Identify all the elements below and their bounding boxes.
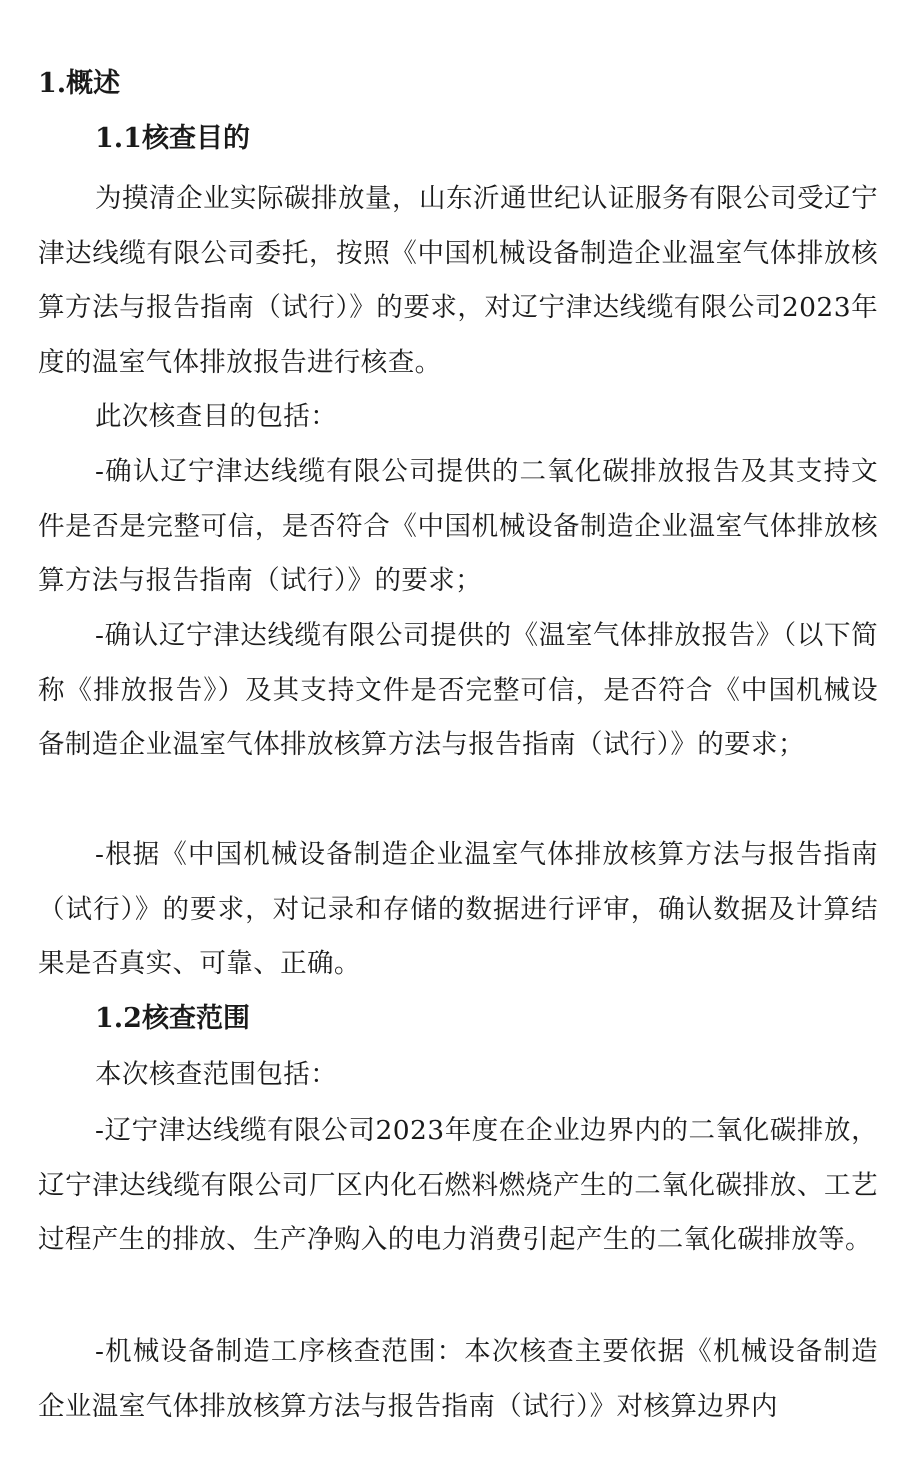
- purpose-item-3: -根据《中国机械设备制造企业温室气体排放核算方法与报告指南（试行）》的要求，对记录和存储的数据进行评审，确认数据及计算结果是否真实、可靠、正确。: [38, 839, 878, 980]
- scope-item-1: -辽宁津达线缆有限公司2023年度在企业边界内的二氧化碳排放，辽宁津达线缆有限公司厂区内化石燃料燃烧产生的二氧化碳排放、工艺过程产生的排放、生产净购入的电力消费引起产生的二氧化碳排放等。: [38, 1115, 878, 1256]
- section-heading-purpose: 1.1核查目的: [95, 123, 250, 154]
- section-heading-scope: 1.2核查范围: [95, 1003, 250, 1034]
- purpose-lead-text: 此次核查目的包括：: [95, 401, 338, 432]
- purpose-intro-paragraph: 为摸清企业实际碳排放量，山东沂通世纪认证服务有限公司受辽宁津达线缆有限公司委托，按照《中国机械设备制造企业温室气体排放核算方法与报告指南（试行）》的要求，对辽宁津达线缆有限公司2023年度的温室气体排放报告进行核查。: [38, 183, 878, 378]
- scope-item-2: -机械设备制造工序核查范围：本次核查主要依据《机械设备制造企业温室气体排放核算方法与报告指南（试行）》对核算边界内: [38, 1336, 878, 1422]
- section-heading-overview: 1.概述: [38, 68, 121, 99]
- purpose-item-2: -确认辽宁津达线缆有限公司提供的《温室气体排放报告》（以下简称《排放报告》）及其支持文件是否完整可信，是否符合《中国机械设备制造企业温室气体排放核算方法与报告指南（试行）》的要求；: [38, 620, 878, 761]
- scope-lead-text: 本次核查范围包括：: [95, 1059, 338, 1090]
- purpose-item-1: -确认辽宁津达线缆有限公司提供的二氧化碳排放报告及其支持文件是否是完整可信，是否符合《中国机械设备制造企业温室气体排放核算方法与报告指南（试行）》的要求；: [38, 456, 878, 597]
